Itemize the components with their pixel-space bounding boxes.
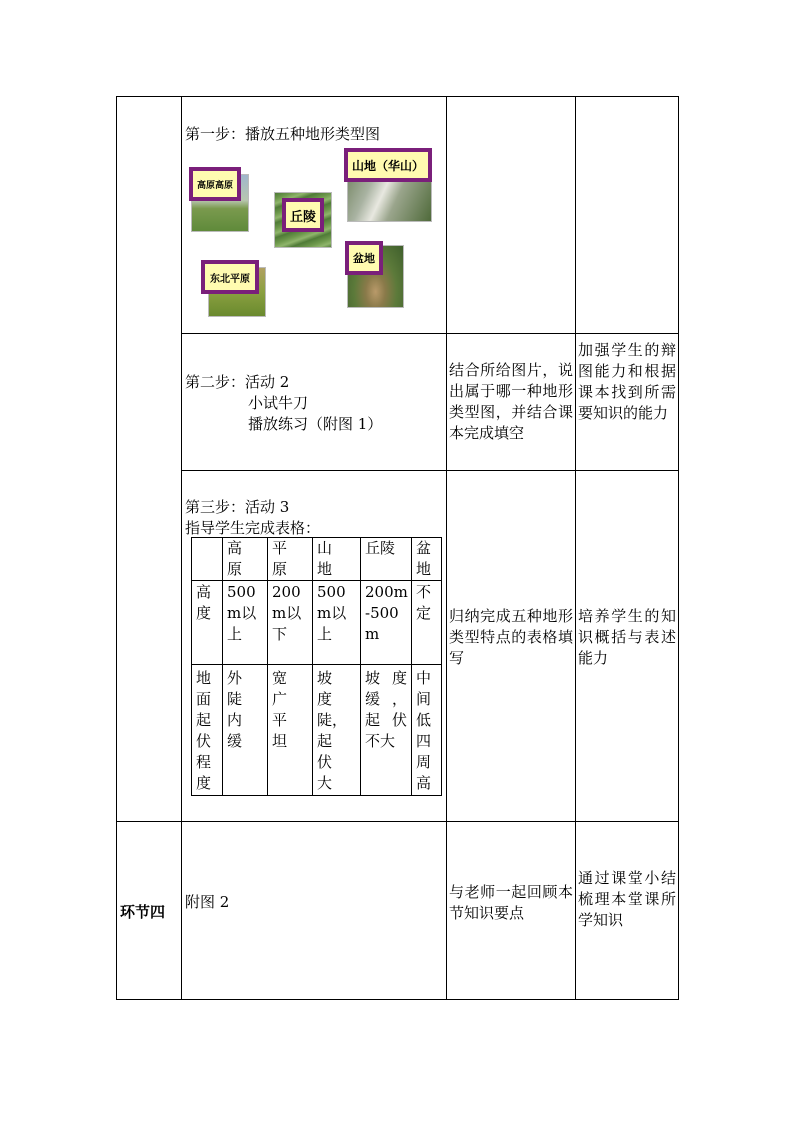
header-mountain: 山地 xyxy=(317,539,333,578)
row-height-label: 高度 xyxy=(196,583,212,622)
hills-label: 丘陵 xyxy=(282,198,324,232)
mountain-label: 山地（华山） xyxy=(344,148,432,182)
header-plain: 平原 xyxy=(272,539,288,578)
step1-title: 第一步：播放五种地形类型图 xyxy=(185,125,381,143)
section-label: 环节四 xyxy=(120,903,166,921)
step4-design-purpose: 通过课堂小结梳理本堂课所学知识 xyxy=(578,869,676,929)
cell-mountain-height: 500m以上 xyxy=(317,583,347,643)
cell-plateau-height: 500m以上 xyxy=(227,583,257,643)
step3-line1: 第三步：活动 3 xyxy=(185,498,290,516)
step3-design-purpose: 培养学生的知识概括与表述能力 xyxy=(578,607,676,667)
header-hills: 丘陵 xyxy=(365,539,396,557)
step2-line3: 播放练习（附图 1） xyxy=(248,415,383,433)
cell-plain-height: 200m以下 xyxy=(272,583,302,643)
step2-line2: 小试牛刀 xyxy=(248,394,309,412)
cell-basin-relief: 中间低四周高 xyxy=(416,669,432,792)
step4-student-activity: 与老师一起回顾本节知识要点 xyxy=(449,883,573,922)
step3-line2: 指导学生完成表格： xyxy=(185,519,321,537)
plain-label: 东北平原 xyxy=(201,260,259,294)
cell-hills-height: 200m-500m xyxy=(365,583,408,643)
header-plateau: 高原 xyxy=(227,539,243,578)
plateau-label: 高原高原 xyxy=(189,167,241,201)
cell-mountain-relief: 坡度陡，起伏大 xyxy=(317,669,348,792)
cell-plain-relief: 宽广平坦 xyxy=(272,669,288,750)
step4-content: 附图 2 xyxy=(185,893,230,911)
step2-design-purpose: 加强学生的辩图能力和根据课本找到所需要知识的能力 xyxy=(578,341,676,422)
cell-hills-relief: 坡度缓，起伏不大 xyxy=(365,669,407,750)
cell-plateau-relief: 外陡内缓 xyxy=(227,669,243,750)
basin-label: 盆地 xyxy=(345,241,383,275)
step2-student-activity: 结合所给图片，说出属于哪一种地形类型图，并结合课本完成填空 xyxy=(449,361,573,442)
step2-line1: 第二步：活动 2 xyxy=(185,373,290,391)
header-basin: 盆地 xyxy=(416,539,432,578)
cell-basin-height: 不定 xyxy=(416,583,432,622)
row-relief-label: 地面起伏程度 xyxy=(196,669,212,792)
step3-student-activity: 归纳完成五种地形类型特点的表格填写 xyxy=(449,607,573,667)
